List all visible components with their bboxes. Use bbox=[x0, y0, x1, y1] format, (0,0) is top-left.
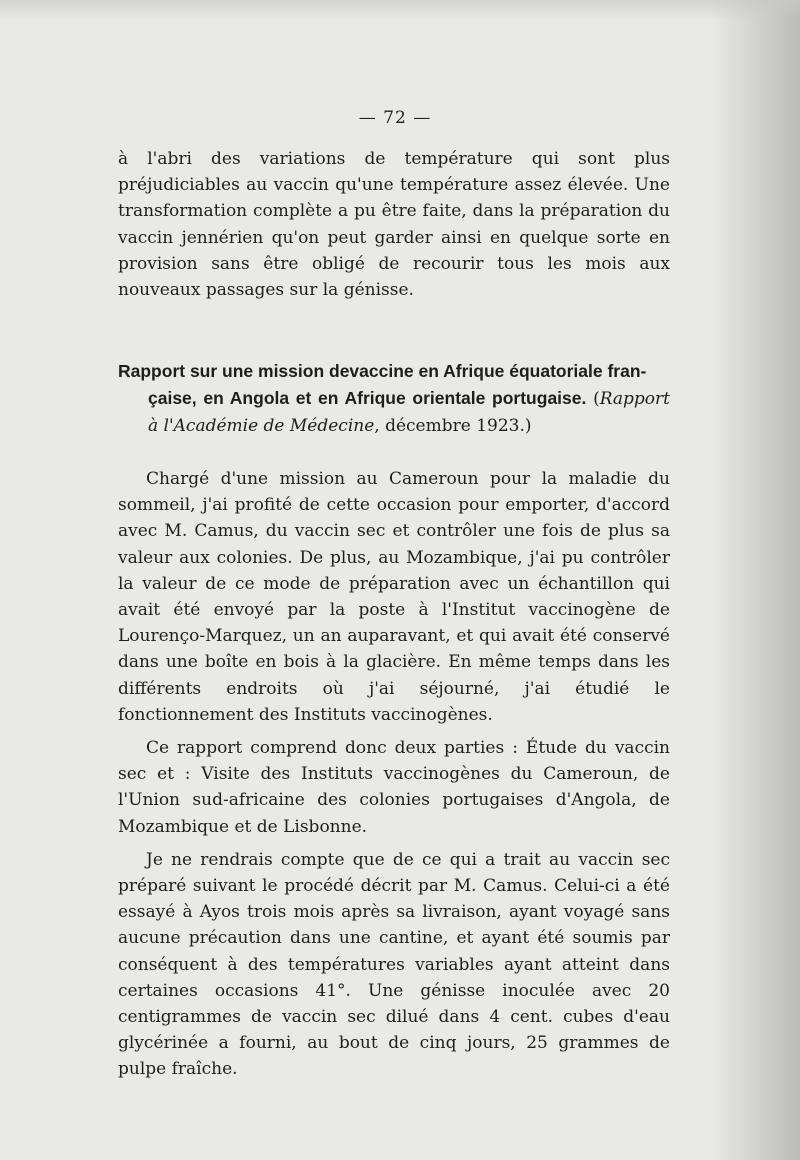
reference-academy: à l'Académie de Médecine bbox=[148, 416, 375, 436]
page-top-shadow bbox=[0, 0, 800, 20]
body-paragraph: Ce rapport comprend donc deux parties : Étude du vaccin sec et : Visite des Instituts vaccinogènes du Cameroun, de l'Union sud-africaine des colonies portugaises d'Angola, de Mozambique et de Lisbonne. bbox=[118, 738, 670, 837]
section-title-line1: Rapport sur une mission devaccine en Afrique équatoriale fran- bbox=[118, 361, 647, 381]
intro-paragraph-block bbox=[118, 146, 670, 303]
section-title-continuation bbox=[118, 385, 670, 440]
section-heading bbox=[118, 358, 670, 440]
section-title-line2: çaise, en Angola et en Afrique orientale portugaise. bbox=[148, 387, 587, 408]
page-number: — 72 — bbox=[358, 108, 432, 128]
page-edge-shadow bbox=[710, 0, 800, 1160]
section-reference: (Rapport à l'Académie de Médecine, décembre 1923.) bbox=[148, 388, 670, 436]
body-paragraph: Je ne rendrais compte que de ce qui a trait au vaccin sec préparé suivant le procédé décrit par M. Camus. Celui-ci a été essayé à Ayos trois mois après sa livraison, ayant voyagé sans aucune précaution dans une cantine, et ayant été soumis par conséquent à des températures variables ayant atteint dans certaines occasions 41°. Une génisse inoculée avec 20 centigrammes de vaccin sec dilué dans 4 cent. cubes d'eau glycérinée a fourni, au bout de cinq jours, 25 grammes de pulpe fraîche. bbox=[118, 849, 670, 1080]
reference-title: Rapport bbox=[599, 388, 670, 409]
body-text bbox=[118, 466, 670, 1090]
body-paragraph: Chargé d'une mission au Cameroun pour la maladie du sommeil, j'ai profité de cette occasion pour emporter, d'accord avec M. Camus, du vaccin sec et contrôler une fois de plus sa valeur aux colonies. De plus, au Mozambique, j'ai pu contrôler la valeur de ce mode de préparation avec un échantillon qui avait été envoyé par la poste à l'Institut vaccinogène de Lourenço-Marquez, un an auparavant, et qui avait été conservé dans une boîte en bois à la glacière. En même temps dans les différents endroits où j'ai séjourné, j'ai étudié le fonctionnement des Instituts vaccinogènes. bbox=[118, 469, 670, 725]
reference-date: , décembre 1923.) bbox=[374, 416, 532, 436]
intro-paragraph: à l'abri des variations de température qui sont plus préjudiciables au vaccin qu'une température assez élevée. Une transformation complète a pu être faite, dans la préparation du vaccin jennérien qu'on peut garder ainsi en quelque sorte en provision sans être obligé de recourir tous les mois aux nouveaux passages sur la génisse. bbox=[118, 149, 670, 301]
